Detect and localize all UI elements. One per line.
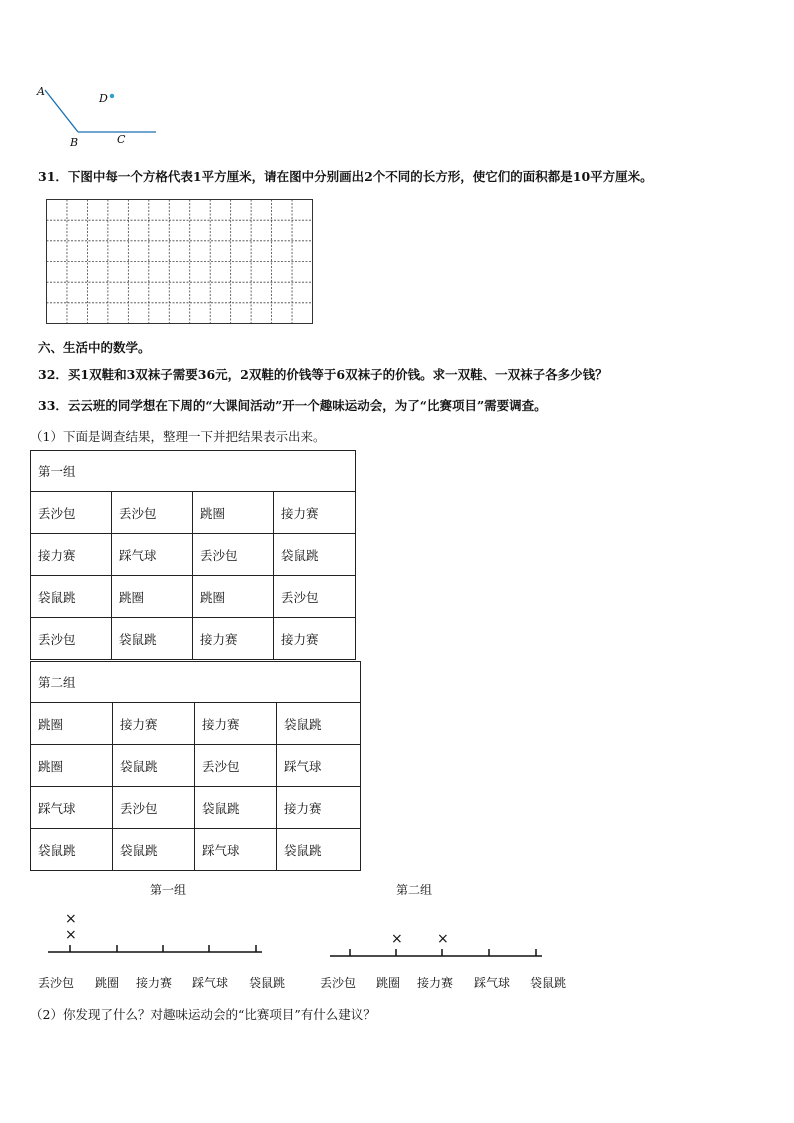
tick-label: 接力赛 xyxy=(417,976,454,990)
tick-label: 跳圈 xyxy=(376,976,401,990)
section-6-title: 六、生活中的数学。 xyxy=(38,340,151,355)
table-row xyxy=(31,829,361,871)
table-cell: 接力赛 xyxy=(31,534,112,576)
table-cell: 跳圈 xyxy=(193,576,274,618)
table-cell: 袋鼠跳 xyxy=(113,745,195,787)
table-cell: 踩气球 xyxy=(195,829,277,871)
group2-table xyxy=(30,661,361,871)
table-cell: 丢沙包 xyxy=(193,534,274,576)
table-cell: 跳圈 xyxy=(193,492,274,534)
tally-mark: × xyxy=(65,927,77,943)
tick-label: 踩气球 xyxy=(474,976,511,990)
table-cell: 接力赛 xyxy=(274,618,356,660)
table-cell: 丢沙包 xyxy=(112,492,193,534)
label-a: A xyxy=(37,85,45,98)
table-cell: 袋鼠跳 xyxy=(31,576,112,618)
table-cell: 接力赛 xyxy=(113,703,195,745)
group1-title: 第一组 xyxy=(31,451,356,492)
angle-figure xyxy=(30,80,170,150)
table-cell: 丢沙包 xyxy=(274,576,356,618)
tally-mark: × xyxy=(437,931,449,947)
square-grid[interactable] xyxy=(46,199,316,327)
group2-title: 第二组 xyxy=(31,662,361,703)
table-cell: 踩气球 xyxy=(277,745,361,787)
table-cell: 袋鼠跳 xyxy=(31,829,113,871)
table-row xyxy=(31,745,361,787)
question-31: 31．下图中每一个方格代表1平方厘米，请在图中分别画出2个不同的长方形，使它们的面积都是10平方厘米。 xyxy=(38,169,653,184)
table-cell: 袋鼠跳 xyxy=(113,829,195,871)
table-row xyxy=(31,703,361,745)
chart-title: 第二组 xyxy=(396,883,433,897)
table-cell: 踩气球 xyxy=(112,534,193,576)
question-33-part2: （2）你发现了什么？对趣味运动会的“比赛项目”有什么建议？ xyxy=(30,1007,376,1022)
ray-ba xyxy=(45,90,78,132)
tally-mark: × xyxy=(65,911,77,927)
tick-label: 袋鼠跳 xyxy=(249,976,286,990)
table-cell: 袋鼠跳 xyxy=(112,618,193,660)
chart-title: 第一组 xyxy=(150,883,187,897)
question-33-part1: （1）下面是调查结果，整理一下并把结果表示出来。 xyxy=(30,429,326,444)
table-row xyxy=(31,492,356,534)
tick-label: 接力赛 xyxy=(136,976,173,990)
table-cell: 袋鼠跳 xyxy=(274,534,356,576)
table-row xyxy=(31,787,361,829)
table-row xyxy=(31,618,356,660)
tick-label: 丢沙包 xyxy=(38,976,75,990)
table-cell: 丢沙包 xyxy=(31,492,112,534)
table-cell: 跳圈 xyxy=(31,745,113,787)
label-c: C xyxy=(117,133,126,146)
tick-label: 袋鼠跳 xyxy=(530,976,567,990)
table-cell: 丢沙包 xyxy=(113,787,195,829)
group1-table xyxy=(30,450,356,660)
tick-label: 跳圈 xyxy=(95,976,120,990)
table-cell: 丢沙包 xyxy=(31,618,112,660)
table-row xyxy=(31,534,356,576)
table-cell: 袋鼠跳 xyxy=(195,787,277,829)
point-d xyxy=(110,94,114,98)
label-b: B xyxy=(70,136,79,149)
table-cell: 跳圈 xyxy=(112,576,193,618)
table-cell: 袋鼠跳 xyxy=(277,703,361,745)
tick-label: 踩气球 xyxy=(192,976,229,990)
table-cell: 接力赛 xyxy=(277,787,361,829)
table-cell: 跳圈 xyxy=(31,703,113,745)
question-33: 33．云云班的同学想在下周的“大课间活动”开一个趣味运动会，为了“比赛项目”需要调查。 xyxy=(38,398,547,413)
tick-label: 丢沙包 xyxy=(320,976,357,990)
table-row xyxy=(31,576,356,618)
label-d: D xyxy=(99,92,108,105)
table-cell: 丢沙包 xyxy=(195,745,277,787)
table-cell: 袋鼠跳 xyxy=(277,829,361,871)
table-cell: 接力赛 xyxy=(274,492,356,534)
table-cell: 接力赛 xyxy=(193,618,274,660)
table-cell: 踩气球 xyxy=(31,787,113,829)
tally-mark: × xyxy=(391,931,403,947)
table-cell: 接力赛 xyxy=(195,703,277,745)
question-32: 32．买1双鞋和3双袜子需要36元，2双鞋的价钱等于6双袜子的价钱。求一双鞋、一双袜子各多少钱？ xyxy=(38,367,608,382)
